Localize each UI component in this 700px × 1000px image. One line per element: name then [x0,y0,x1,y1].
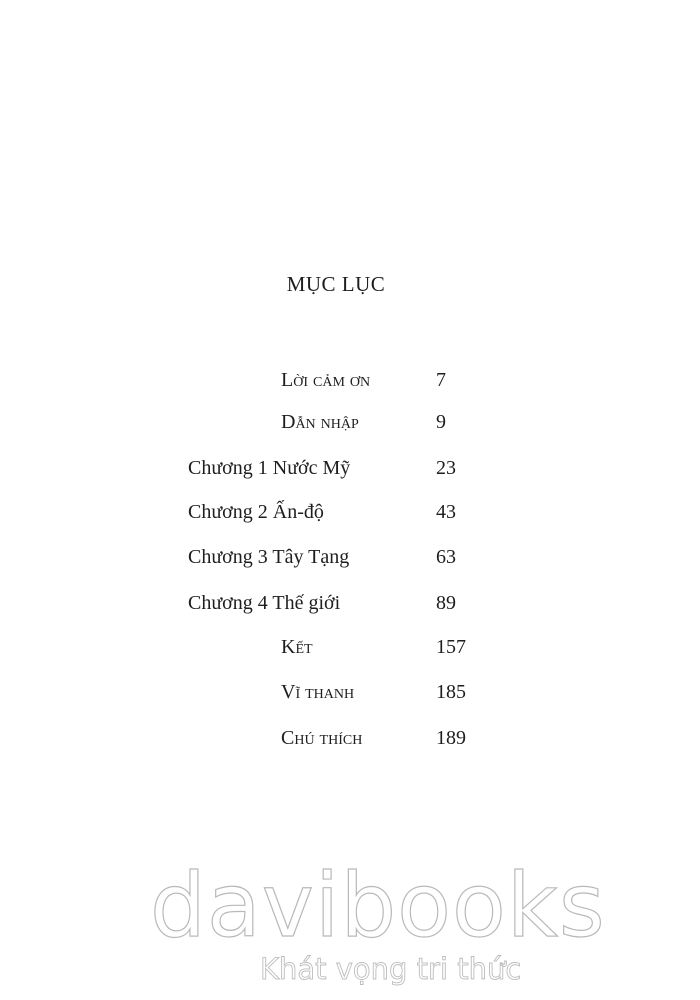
toc-entry-page: 63 [436,546,456,568]
toc-entry-page: 157 [436,636,466,658]
toc-entry-label: Chương 4 Thế giới [188,592,341,614]
toc-entry-page: 23 [436,457,456,479]
toc-title: MỤC LỤC [286,272,386,296]
toc-entry-label: Chương 2 Ấn-độ [188,501,324,523]
toc-entry-label: Chương 3 Tây Tạng [188,546,350,568]
toc-entry-label: Lời cảm ơn [281,369,371,391]
toc-entry-label: Vĩ thanh [281,681,355,703]
toc-entry-page: 9 [436,411,446,433]
toc-entry-page: 7 [436,369,446,391]
watermark-tagline: Khát vọng tri thức [260,952,522,986]
toc-entry-label: Dẫn nhập [281,411,359,433]
toc-entry-page: 89 [436,592,456,614]
toc-entry-label: Kết [281,636,313,658]
toc-entry-page: 185 [436,681,466,703]
toc-entry-page: 43 [436,501,456,523]
toc-entry-page: 189 [436,727,466,749]
toc-entry-label: Chương 1 Nước Mỹ [188,457,351,479]
watermark-brand: davibooks [150,854,606,957]
toc-entry-label: Chú thích [281,727,363,749]
